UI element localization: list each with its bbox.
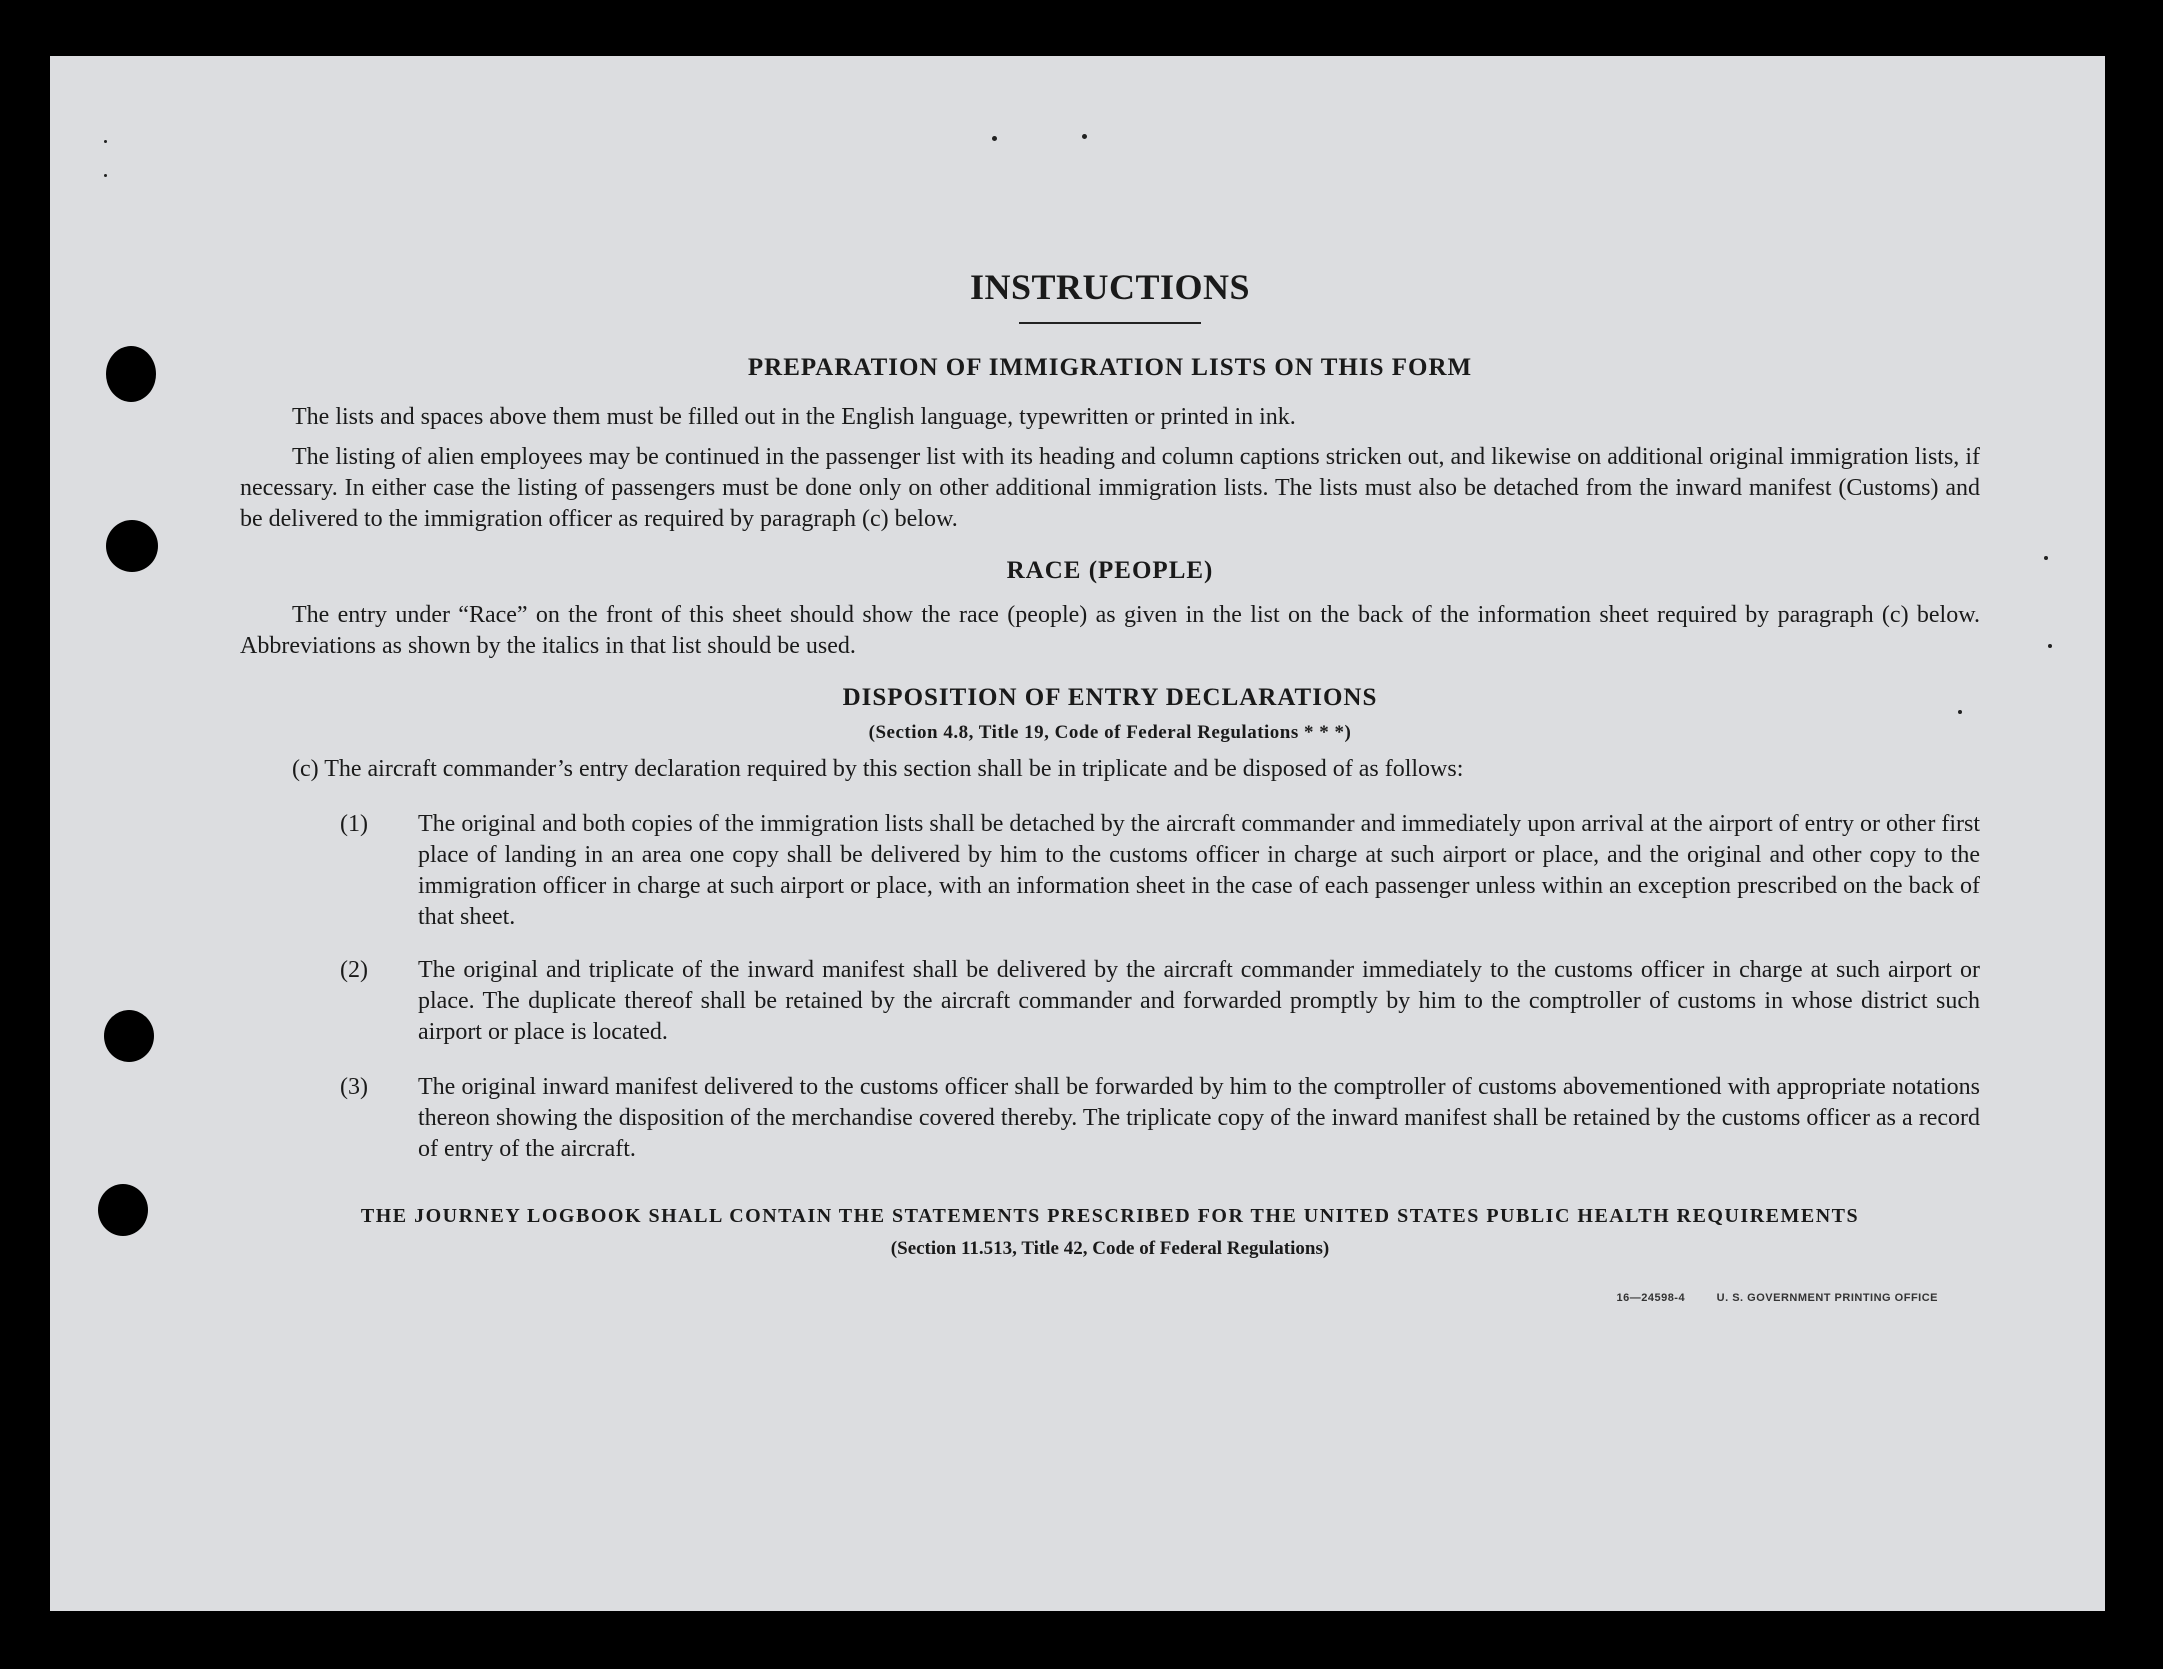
scan-speck [104,140,107,143]
heading-immigration-lists: PREPARATION OF IMMIGRATION LISTS ON THIS FORM [747,354,1473,381]
printer-name: U. S. GOVERNMENT PRINTING OFFICE [1716,1292,1938,1304]
paragraph-race: The entry under “Race” on the front of this sheet should show the race (people) as given in the list on the back of the information sheet required by paragraph (c) below. Abbreviations as shown by the italics in that list should be used. [240,602,1980,659]
scan-speck [2048,644,2052,648]
heading-race: RACE (PEOPLE) [1006,557,1214,584]
list-item-text: The original and triplicate of the inward manifest shall be delivered by the aircraft commander immediately to the customs officer in charge at such airport or place. The duplicate thereof shall be retained by the aircraft commander and forwarded promptly by him to the comptroller of customs in whose district such airport or place is located. [418,957,1980,1045]
printer-imprint [240,1292,1980,1304]
list-item [240,955,1980,1048]
list-item-number: (3) [340,1074,368,1100]
paragraph-lists-language: The lists and spaces above them must be filled out in the English language, typewritten or printed in ink. [292,404,1296,430]
list-item [240,809,1980,933]
footer-health-statement: THE JOURNEY LOGBOOK SHALL CONTAIN THE STATEMENTS PRESCRIBED FOR THE UNITED STATES PUBLIC HEALTH REQUIREMENTS [360,1205,1860,1227]
form-number: 16—24598-4 [1616,1292,1686,1304]
footer-reference: (Section 11.513, Title 42, Code of Federal Regulations) [890,1238,1330,1259]
scan-speck [1082,134,1087,139]
scan-speck [992,136,997,141]
list-item-number: (1) [340,811,368,837]
title-divider [1019,322,1201,324]
list-item-number: (2) [340,957,368,983]
document-sheet [50,56,2105,1621]
page-title: INSTRUCTIONS [969,267,1251,307]
punch-hole [106,520,158,572]
list-item-text: The original and both copies of the immigration lists shall be detached by the aircraft commander and immediately upon arrival at the airport of entry or other first place of landing in an area one copy shall be delivered by him to the customs officer in charge at such airport or place, and the original and other copy to the immigration officer in charge at such airport or place, with an information sheet in the case of each passenger unless within an exception prescribed on the back of that sheet. [418,811,1980,930]
punch-hole [106,346,156,402]
disposition-reference: (Section 4.8, Title 19, Code of Federal Regulations * * *) [868,722,1352,743]
paragraph-alien-employees: The listing of alien employees may be continued in the passenger list with its heading and column captions stricken out, and likewise on additional original immigration lists, if necessary. In either case the listing of passengers must be done only on other additional immigration lists. The lists must also be detached from the inward manifest (Customs) and be delivered to the immigration officer as required by paragraph (c) below. [240,444,1980,532]
document-body [240,266,1980,1304]
list-item-text: The original inward manifest delivered to the customs officer shall be forwarded by him to the comptroller of customs abovementioned with appropriate notations thereon showing the disposition of the merchandise covered thereby. The triplicate copy of the inward manifest shall be retained by the customs officer as a record of entry of the aircraft. [418,1074,1980,1162]
punch-hole [104,1010,154,1062]
list-item [240,1072,1980,1165]
scan-bottom-edge [50,1611,2105,1621]
punch-hole [98,1184,148,1236]
scan-speck [104,174,107,177]
heading-disposition: DISPOSITION OF ENTRY DECLARATIONS [842,684,1378,711]
paragraph-disposition-intro: (c) The aircraft commander’s entry declaration required by this section shall be in triplicate and be disposed of as follows: [292,756,1464,782]
scan-speck [2044,556,2048,560]
